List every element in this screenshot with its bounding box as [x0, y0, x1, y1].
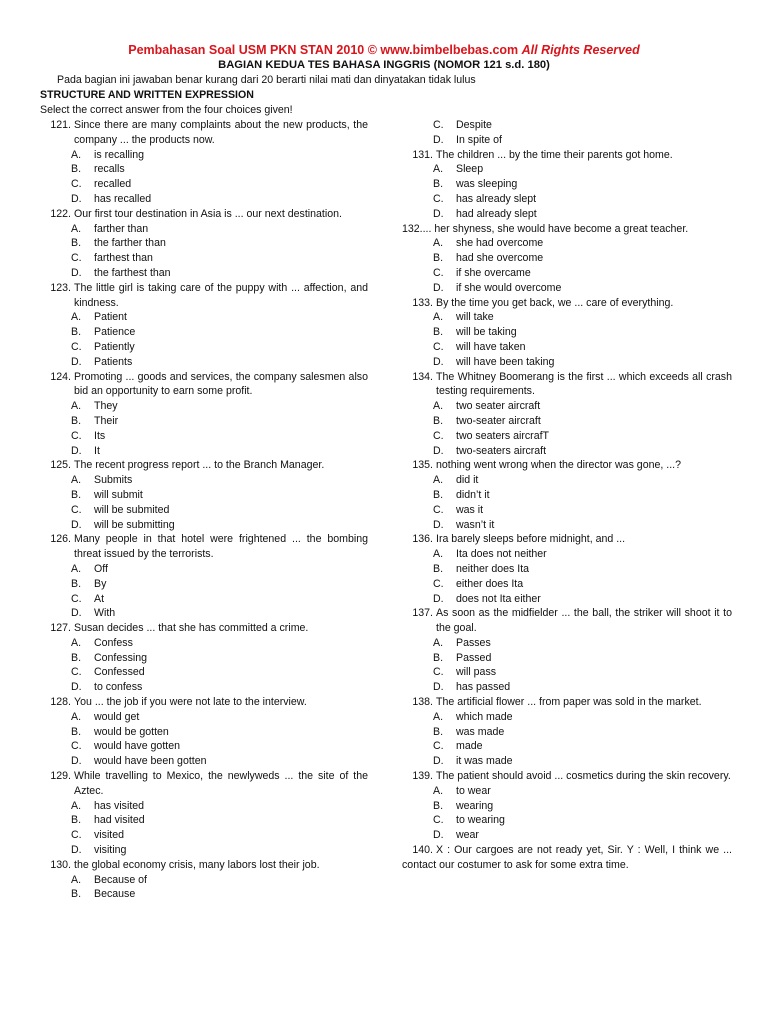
option-letter: B. — [71, 237, 82, 250]
answer-option — [71, 843, 368, 858]
option-text: would have gotten — [94, 740, 180, 753]
option-letter: C. — [71, 429, 82, 442]
option-letter: C. — [433, 666, 444, 679]
option-letter: B. — [71, 888, 82, 901]
answer-option — [71, 192, 368, 207]
answer-option — [71, 236, 368, 251]
answer-option — [71, 725, 368, 740]
option-text: the farthest than — [94, 266, 171, 279]
question — [40, 458, 368, 473]
answer-option — [433, 340, 732, 355]
option-letter: C. — [71, 503, 82, 516]
answer-option — [71, 562, 368, 577]
answer-option — [433, 162, 732, 177]
title-main: Pembahasan Soal USM PKN STAN 2010 © www.bimbelbebas.com — [128, 43, 522, 57]
question — [402, 695, 732, 710]
option-letter: C. — [71, 829, 82, 842]
question-number: 135. — [412, 459, 433, 472]
answer-option — [71, 873, 368, 888]
option-letter: C. — [71, 252, 82, 265]
answer-option — [433, 636, 732, 651]
option-text: which made — [456, 710, 513, 723]
option-text: Passes — [456, 636, 491, 649]
answer-option — [433, 754, 732, 769]
question-stem: X : Our cargoes are not ready yet, Sir. Y : Well, I think we ... contact our costumer to ask for some extra time. — [402, 844, 732, 871]
question-stem: As soon as the midfielder ... the ball, the striker will shoot it to the goal. — [436, 607, 732, 635]
option-text: Submits — [94, 474, 133, 487]
option-letter: A. — [433, 163, 444, 176]
option-letter: B. — [433, 326, 444, 339]
answer-option — [71, 606, 368, 621]
answer-option — [433, 399, 732, 414]
option-text: has visited — [94, 799, 145, 812]
option-text: would get — [94, 710, 140, 723]
answer-option — [433, 207, 732, 222]
option-text: wasn’t it — [456, 518, 495, 531]
option-letter: C. — [71, 178, 82, 191]
answer-option — [433, 488, 732, 503]
question-number: 136. — [412, 533, 433, 546]
question-stem: By the time you get back, we ... care of everything. — [436, 296, 674, 309]
answer-option — [71, 251, 368, 266]
question-stem: You ... the job if you were not late to the interview. — [74, 696, 307, 709]
option-letter: C. — [433, 577, 444, 590]
answer-option — [433, 503, 732, 518]
option-letter: D. — [71, 607, 82, 620]
option-text: wearing — [456, 799, 494, 812]
answer-option — [71, 177, 368, 192]
answer-option — [433, 651, 732, 666]
option-text: had already slept — [456, 207, 537, 220]
option-text: will pass — [456, 666, 497, 679]
question — [40, 621, 368, 636]
option-letter: B. — [433, 651, 444, 664]
option-text: Off — [94, 562, 108, 575]
answer-option — [71, 266, 368, 281]
option-letter: A. — [433, 474, 444, 487]
option-text: the farther than — [94, 237, 166, 250]
option-letter: A. — [71, 562, 82, 575]
option-letter: A. — [71, 710, 82, 723]
option-letter: A. — [71, 400, 82, 413]
answer-option — [71, 665, 368, 680]
option-letter: C. — [433, 503, 444, 516]
answer-option — [71, 813, 368, 828]
question — [40, 769, 368, 799]
option-text: It — [94, 444, 100, 457]
answer-option — [433, 429, 732, 444]
option-text: has recalled — [94, 192, 152, 205]
answer-option — [71, 222, 368, 237]
option-letter: A. — [433, 784, 444, 797]
question-number: 124. — [50, 370, 71, 383]
option-text: They — [94, 400, 118, 413]
option-text: made — [456, 740, 483, 753]
answer-option — [71, 680, 368, 695]
option-letter: A. — [71, 799, 82, 812]
answer-option — [433, 547, 732, 562]
option-letter: A. — [433, 237, 444, 250]
option-letter: C. — [71, 666, 82, 679]
question-stem: The recent progress report ... to the Branch Manager. — [74, 459, 325, 472]
question — [40, 207, 368, 222]
option-letter: D. — [433, 207, 444, 220]
option-letter: D. — [433, 355, 444, 368]
option-letter: A. — [71, 148, 82, 161]
question-number: 138. — [412, 696, 433, 709]
option-letter: C. — [433, 740, 444, 753]
option-letter: D. — [433, 829, 444, 842]
question — [402, 296, 732, 311]
option-letter: D. — [71, 755, 82, 768]
answer-option — [433, 118, 732, 133]
option-letter: A. — [433, 548, 444, 561]
option-text: farthest than — [94, 252, 153, 265]
question-stem: The Whitney Boomerang is the first ... which exceeds all crash testing requirements. — [436, 370, 732, 398]
question-column-right — [402, 118, 732, 873]
answer-option — [433, 236, 732, 251]
question-stem: Since there are many complaints about the new products, the company ... the products now. — [74, 119, 368, 146]
question-number: 133. — [412, 296, 433, 309]
option-text: two-seaters aircraft — [456, 444, 547, 457]
answer-option — [71, 429, 368, 444]
answer-option — [71, 636, 368, 651]
option-text: didn’t it — [456, 488, 490, 501]
option-letter: B. — [71, 725, 82, 738]
question — [402, 148, 732, 163]
answer-option — [433, 562, 732, 577]
option-text: Confess — [94, 636, 133, 649]
question-stem: Susan decides ... that she has committed a crime. — [74, 622, 309, 635]
option-letter: B. — [433, 725, 444, 738]
option-text: is recalling — [94, 148, 145, 161]
question-stem: Our first tour destination in Asia is ... our next destination. — [74, 207, 342, 220]
option-letter: A. — [71, 311, 82, 324]
question — [402, 843, 732, 873]
question-number: 125. — [50, 459, 71, 472]
option-letter: B. — [433, 562, 444, 575]
answer-option — [433, 251, 732, 266]
option-letter: B. — [433, 178, 444, 191]
answer-option — [71, 473, 368, 488]
option-letter: D. — [71, 444, 82, 457]
answer-option — [71, 503, 368, 518]
option-letter: C. — [71, 340, 82, 353]
option-letter: D. — [71, 681, 82, 694]
question-number: 134. — [412, 370, 433, 383]
option-letter: D. — [71, 192, 82, 205]
answer-option — [71, 754, 368, 769]
answer-option — [433, 192, 732, 207]
option-text: Patient — [94, 311, 127, 324]
answer-option — [71, 710, 368, 725]
option-text: two-seater aircraft — [456, 414, 541, 427]
option-text: to wear — [456, 784, 491, 797]
answer-option — [71, 828, 368, 843]
title-rights: All Rights Reserved — [521, 43, 640, 57]
question-number: 127. — [50, 622, 71, 635]
option-text: will take — [456, 311, 494, 324]
passing-note: Pada bagian ini jawaban benar kurang dari 20 berarti nilai mati dan dinyatakan tidak lulus — [57, 74, 476, 86]
option-letter: A. — [433, 636, 444, 649]
question-stem: The patient should avoid ... cosmetics during the skin recovery. — [436, 770, 731, 783]
option-letter: D. — [433, 518, 444, 531]
answer-option — [433, 813, 732, 828]
option-text: recalls — [94, 163, 125, 176]
option-letter: D. — [71, 355, 82, 368]
option-text: has already slept — [456, 192, 537, 205]
option-text: By — [94, 577, 107, 590]
option-letter: B. — [71, 488, 82, 501]
option-text: would be gotten — [94, 725, 169, 738]
question-stem: nothing went wrong when the director was gone, ...? — [436, 459, 681, 472]
answer-option — [433, 518, 732, 533]
answer-option — [433, 310, 732, 325]
option-letter: A. — [71, 636, 82, 649]
option-letter: C. — [71, 592, 82, 605]
option-letter: C. — [433, 266, 444, 279]
option-text: would have been gotten — [94, 755, 207, 768]
answer-option — [71, 488, 368, 503]
answer-option — [433, 680, 732, 695]
answer-option — [433, 355, 732, 370]
answer-option — [71, 651, 368, 666]
answer-option — [71, 162, 368, 177]
option-text: Their — [94, 414, 119, 427]
option-text: it was made — [456, 755, 513, 768]
option-text: In spite of — [456, 133, 502, 146]
option-text: was made — [456, 725, 505, 738]
question-number: 126. — [50, 533, 71, 546]
option-letter: C. — [433, 119, 444, 131]
answer-option — [433, 710, 732, 725]
question-stem: While travelling to Mexico, the newlyweds ... the site of the Aztec. — [74, 770, 368, 797]
answer-option — [433, 725, 732, 740]
option-letter: D. — [433, 592, 444, 605]
option-letter: A. — [71, 474, 82, 487]
option-text: did it — [456, 474, 479, 487]
option-text: she had overcome — [456, 237, 544, 250]
option-letter: B. — [71, 326, 82, 339]
question — [40, 281, 368, 311]
option-text: will be submitting — [94, 518, 175, 531]
option-letter: C. — [71, 740, 82, 753]
question-stem: The artificial flower ... from paper was sold in the market. — [436, 696, 702, 709]
option-text: Patiently — [94, 340, 135, 353]
question-number: 123. — [50, 281, 71, 294]
option-text: Sleep — [456, 163, 484, 176]
answer-option — [71, 577, 368, 592]
answer-option — [71, 325, 368, 340]
question-stem: Ira barely sleeps before midnight, and ... — [436, 533, 626, 546]
option-letter: C. — [433, 814, 444, 827]
option-text: Its — [94, 429, 106, 442]
option-letter: B. — [433, 252, 444, 265]
option-text: At — [94, 592, 105, 605]
option-text: will submit — [94, 488, 143, 501]
answer-option — [71, 310, 368, 325]
answer-option — [71, 340, 368, 355]
option-letter: A. — [433, 311, 444, 324]
question-number: 137. — [412, 607, 433, 620]
option-letter: B. — [71, 651, 82, 664]
question-number: 131. — [412, 148, 433, 161]
option-letter: D. — [71, 518, 82, 531]
instruction-text: Select the correct answer from the four choices given! — [40, 104, 293, 116]
question — [40, 370, 368, 400]
question — [40, 532, 368, 562]
option-letter: B. — [433, 488, 444, 501]
question — [402, 769, 732, 784]
question — [402, 606, 732, 636]
option-letter: D. — [433, 281, 444, 294]
answer-option — [71, 399, 368, 414]
option-text: Despite — [456, 119, 492, 131]
option-letter: D. — [433, 755, 444, 768]
option-text: Ita does not neither — [456, 548, 547, 561]
option-text: Confessed — [94, 666, 145, 679]
option-text: will have been taking — [456, 355, 555, 368]
question-stem: Many people in that hotel were frightened ... the bombing threat issued by the terrorists. — [74, 533, 368, 561]
option-text: will be taking — [456, 326, 517, 339]
option-text: was it — [456, 503, 484, 516]
question-stem: the global economy crisis, many labors lost their job. — [74, 858, 320, 871]
question-number: 121. — [50, 119, 71, 131]
answer-option — [433, 325, 732, 340]
question-stem: The children ... by the time their parents got home. — [436, 148, 673, 161]
question — [402, 370, 732, 400]
option-text: two seaters aircrafT — [456, 429, 550, 442]
option-text: to wearing — [456, 814, 505, 827]
option-text: either does Ita — [456, 577, 524, 590]
section-heading: STRUCTURE AND WRITTEN EXPRESSION — [40, 89, 254, 101]
option-letter: A. — [433, 710, 444, 723]
option-letter: B. — [71, 577, 82, 590]
answer-option — [71, 148, 368, 163]
option-letter: D. — [71, 844, 82, 857]
option-letter: B. — [433, 414, 444, 427]
option-letter: B. — [71, 163, 82, 176]
answer-option — [71, 739, 368, 754]
option-text: had she overcome — [456, 252, 544, 265]
question-number: 139. — [412, 770, 433, 783]
question-number: 122. — [50, 207, 71, 220]
question-stem: Promoting ... goods and services, the company salesmen also bid an opportunity to earn some profit. — [74, 370, 368, 398]
answer-option — [433, 133, 732, 148]
option-text: neither does Ita — [456, 562, 530, 575]
option-letter: C. — [433, 192, 444, 205]
option-letter: D. — [433, 681, 444, 694]
option-letter: C. — [433, 429, 444, 442]
option-letter: C. — [433, 340, 444, 353]
option-text: two seater aircraft — [456, 400, 541, 413]
answer-option — [433, 577, 732, 592]
question — [40, 695, 368, 710]
answer-option — [433, 266, 732, 281]
option-text: Passed — [456, 651, 492, 664]
option-text: Patience — [94, 326, 136, 339]
option-letter: B. — [433, 799, 444, 812]
option-text: was sleeping — [456, 178, 518, 191]
option-text: had visited — [94, 814, 145, 827]
answer-option — [433, 665, 732, 680]
page-title — [0, 43, 768, 57]
option-text: does not Ita either — [456, 592, 541, 605]
option-text: recalled — [94, 178, 132, 191]
option-letter: B. — [71, 814, 82, 827]
option-letter: A. — [71, 873, 82, 886]
option-text: visited — [94, 829, 125, 842]
option-letter: D. — [433, 133, 444, 146]
answer-option — [433, 281, 732, 296]
answer-option — [433, 828, 732, 843]
question-number: 140. — [412, 844, 433, 857]
answer-option — [71, 355, 368, 370]
question — [40, 118, 368, 148]
section-subtitle: BAGIAN KEDUA TES BAHASA INGGRIS (NOMOR 121 s.d. 180) — [218, 59, 550, 71]
option-letter: A. — [433, 400, 444, 413]
option-text: to confess — [94, 681, 143, 694]
option-letter: D. — [71, 266, 82, 279]
answer-option — [433, 592, 732, 607]
option-text: visiting — [94, 844, 127, 857]
answer-option — [433, 799, 732, 814]
option-text: has passed — [456, 681, 511, 694]
option-text: With — [94, 607, 116, 620]
option-letter: B. — [71, 414, 82, 427]
question — [40, 858, 368, 873]
answer-option — [433, 177, 732, 192]
answer-option — [71, 444, 368, 459]
option-text: Because of — [94, 873, 148, 886]
option-text: will have taken — [456, 340, 526, 353]
question-number: 128. — [50, 696, 71, 709]
question-number: 130. — [50, 858, 71, 871]
answer-option — [433, 784, 732, 799]
option-text: Confessing — [94, 651, 147, 664]
option-text: if she overcame — [456, 266, 531, 279]
question-stem: The little girl is taking care of the puppy with ... affection, and kindness. — [74, 281, 368, 309]
option-text: if she would overcome — [456, 281, 562, 294]
option-text: wear — [456, 829, 479, 842]
answer-option — [71, 518, 368, 533]
answer-option — [433, 739, 732, 754]
question-column-left — [40, 118, 368, 902]
question — [402, 532, 732, 547]
option-text: will be submited — [94, 503, 170, 516]
answer-option — [433, 444, 732, 459]
option-text: Because — [94, 888, 136, 901]
answer-option — [71, 887, 368, 902]
answer-option — [71, 799, 368, 814]
answer-option — [71, 414, 368, 429]
question-stem: 132.... her shyness, she would have become a great teacher. — [402, 222, 689, 235]
answer-option — [433, 473, 732, 488]
question — [402, 458, 732, 473]
answer-option — [71, 592, 368, 607]
answer-option — [433, 414, 732, 429]
option-letter: A. — [71, 222, 82, 235]
option-text: Patients — [94, 355, 133, 368]
option-text: farther than — [94, 222, 149, 235]
option-letter: D. — [433, 444, 444, 457]
question-number: 129. — [50, 770, 71, 783]
